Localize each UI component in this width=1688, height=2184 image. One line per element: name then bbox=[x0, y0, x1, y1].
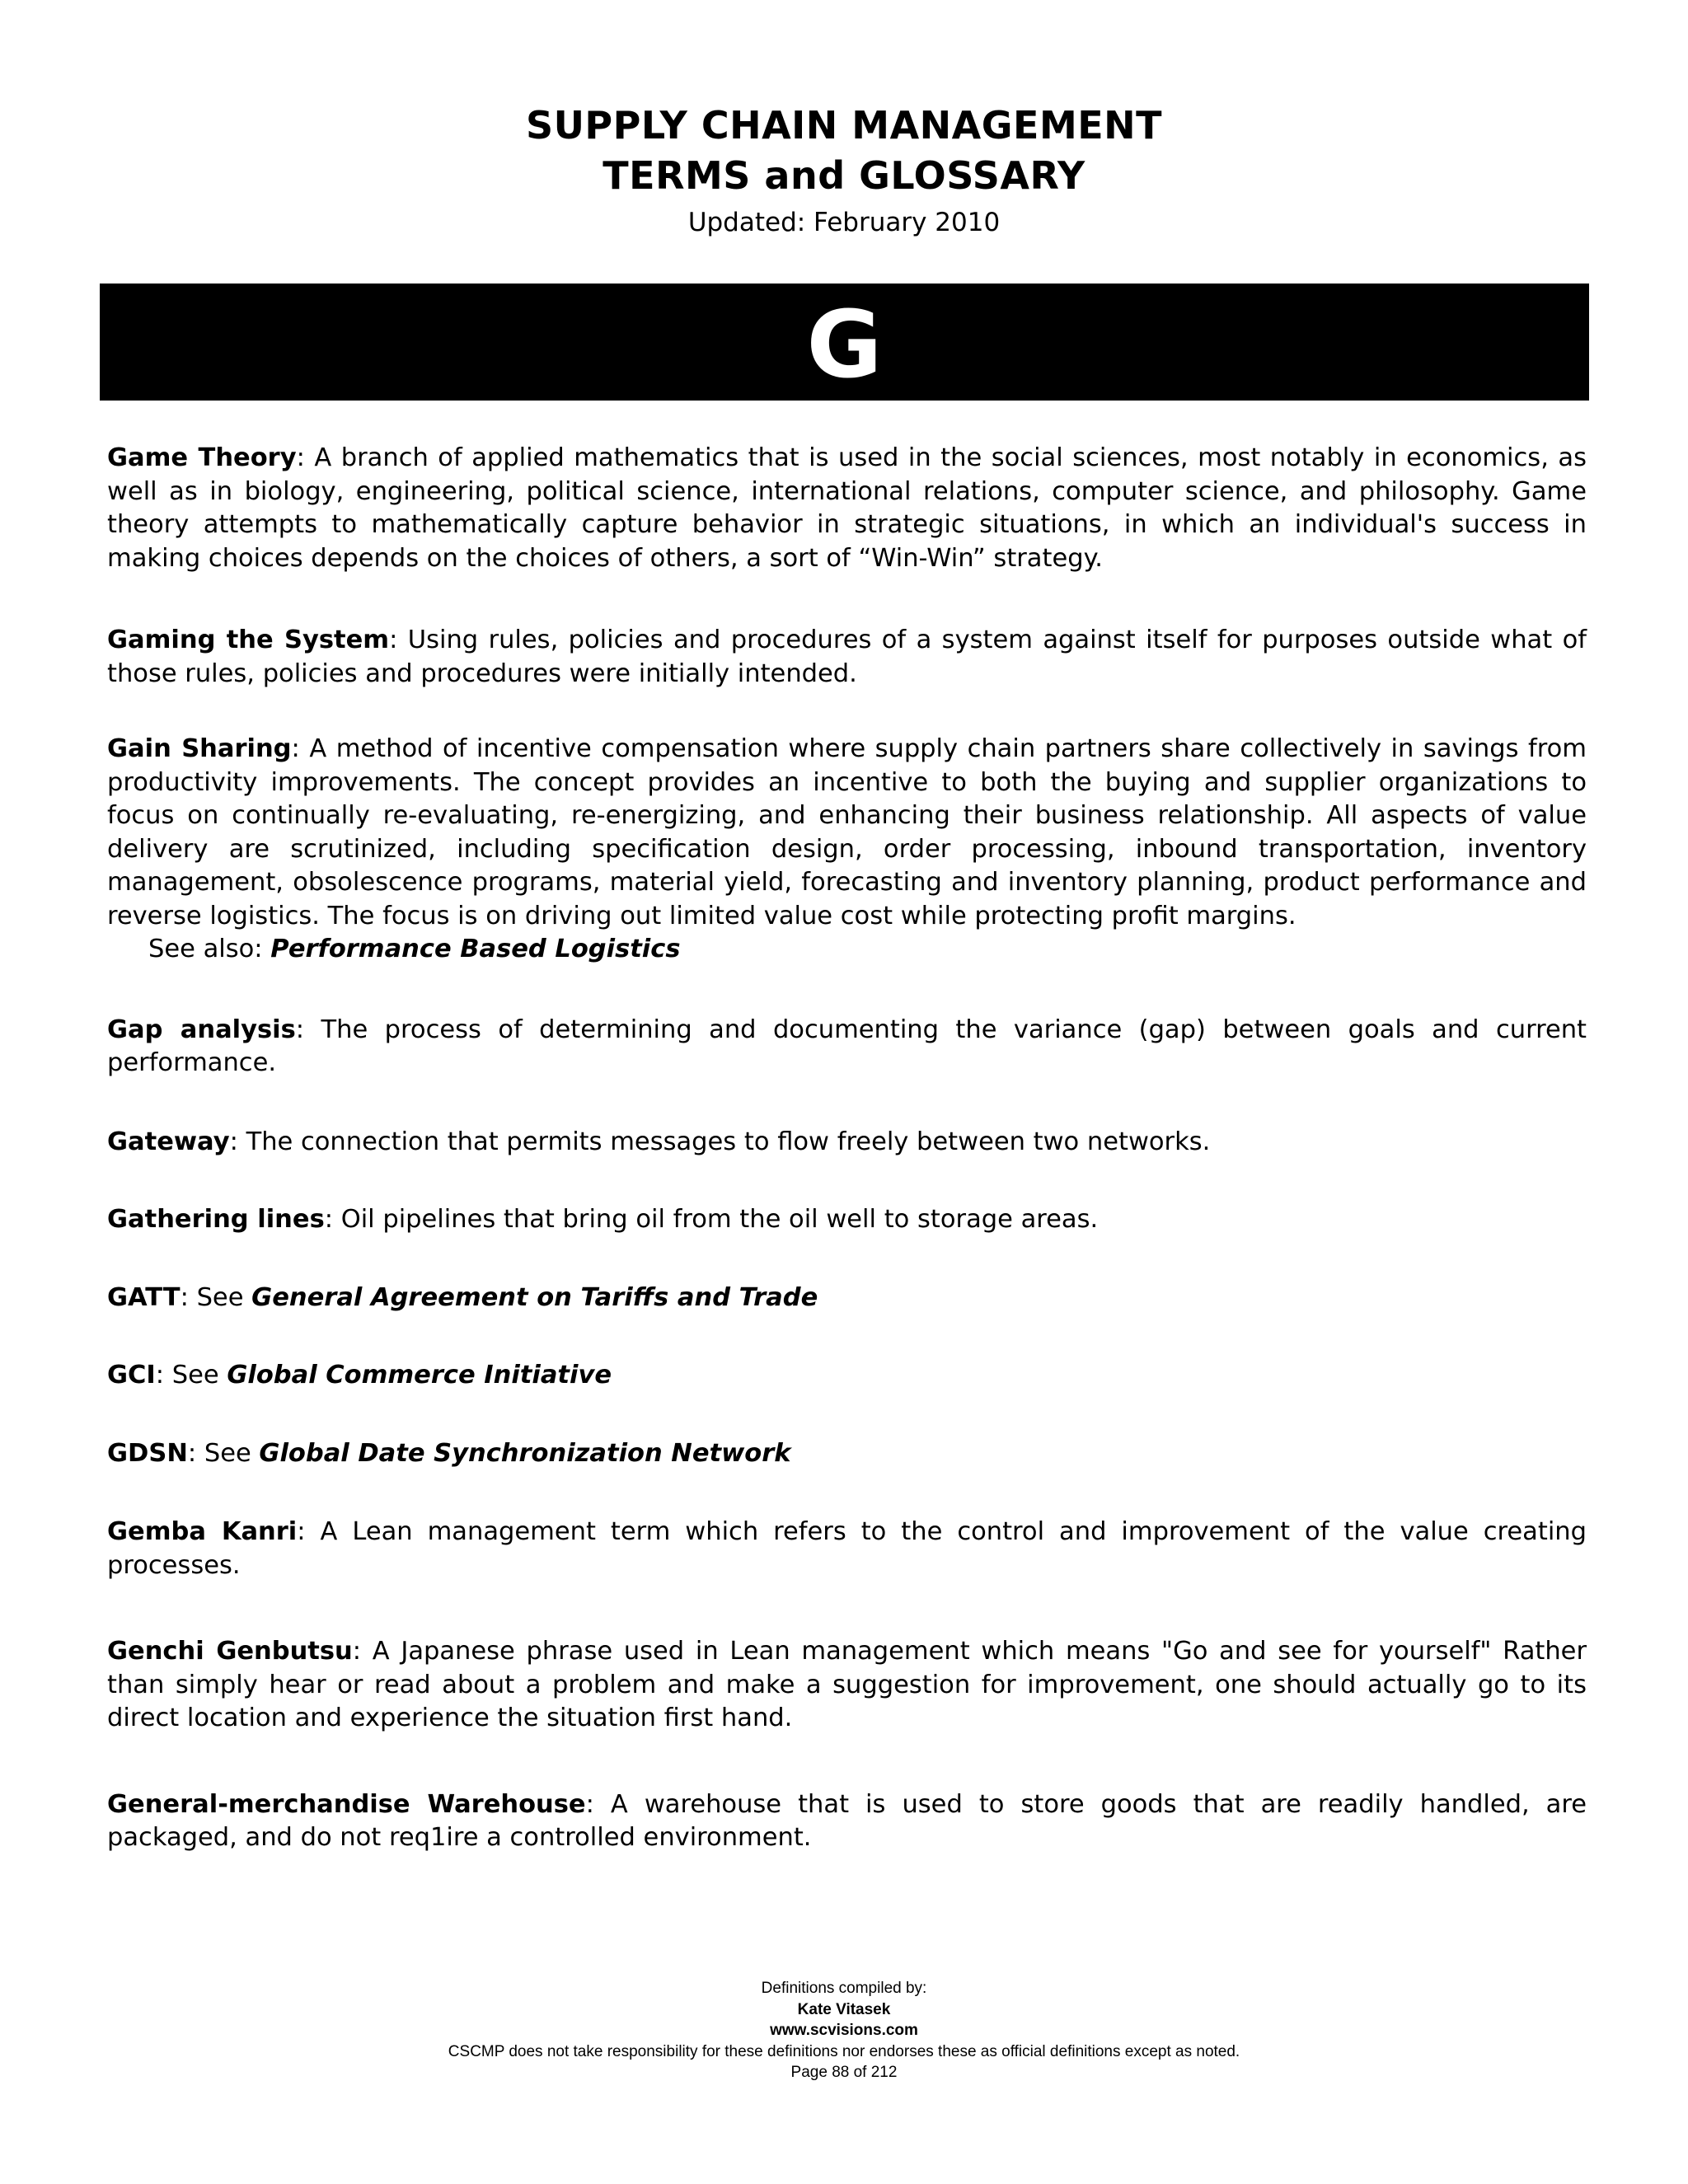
glossary-definition: : A Lean management term which refers to the control and improvement of the value creating processes. bbox=[107, 1517, 1587, 1580]
glossary-term: GCI bbox=[107, 1361, 156, 1390]
see-also-label: See also: bbox=[148, 935, 271, 963]
footer-author: Kate Vitasek bbox=[797, 2000, 891, 2018]
glossary-term: GATT bbox=[107, 1282, 181, 1312]
see-also-line bbox=[107, 933, 1587, 967]
glossary-entry bbox=[107, 1014, 1587, 1080]
glossary-term: General-merchandise Warehouse bbox=[107, 1789, 586, 1819]
glossary-definition: : See bbox=[180, 1282, 252, 1312]
footer-website: www.scvisions.com bbox=[770, 2022, 918, 2039]
glossary-definition: : A Japanese phrase used in Lean management which means "Go and see for yourself" Rather than simply hear or read about a problem and make a suggestion for improvement, one should actually go to its direct location and experience the situation first hand. bbox=[107, 1637, 1587, 1732]
glossary-definition: : A branch of applied mathematics that is used in the social sciences, most notably in economics, as well as in biology, engineering, political science, international relations, computer science, and philosophy. Game theory attempts to mathematically capture behavior in strategic situations, in which an individual's success in making choices depends on the choices of others, a sort of “Win-Win” strategy. bbox=[107, 443, 1587, 573]
document-title-line-1: SUPPLY CHAIN MANAGEMENT bbox=[525, 103, 1163, 148]
glossary-entry bbox=[107, 1788, 1587, 1855]
glossary-term: Gemba Kanri bbox=[107, 1517, 298, 1546]
footer-compiled-by: Definitions compiled by: bbox=[761, 1980, 927, 1997]
section-letter-banner: G bbox=[100, 284, 1589, 401]
glossary-entry bbox=[107, 624, 1587, 691]
glossary-entry bbox=[107, 1635, 1587, 1736]
glossary-entry bbox=[107, 1359, 1587, 1393]
document-title-line-2: TERMS and GLOSSARY bbox=[603, 153, 1085, 198]
glossary-entry bbox=[107, 1437, 1587, 1471]
glossary-entry bbox=[107, 442, 1587, 575]
glossary-term: Game Theory bbox=[107, 443, 297, 472]
glossary-entry bbox=[107, 1516, 1587, 1582]
glossary-term: Gain Sharing bbox=[107, 734, 292, 763]
see-also-reference: Performance Based Logistics bbox=[270, 935, 681, 963]
glossary-definition: : The process of determining and documenting the variance (gap) between goals and current performance. bbox=[107, 1015, 1587, 1077]
glossary-definition: : A method of incentive compensation where supply chain partners share collectively in savings from productivity improvements. The concept provides an incentive to both the buying and supplier organizations to focus on continually re-evaluating, re-energizing, and enhancing their business relationship. All aspects of value delivery are scrutinized, including specification design, order processing, inbound transportation, inventory management, obsolescence programs, material yield, forecasting and inventory planning, product performance and reverse logistics. The focus is on driving out limited value cost while protecting profit margins. bbox=[107, 734, 1587, 930]
glossary-term: GDSN bbox=[107, 1438, 188, 1468]
glossary-entry bbox=[107, 1126, 1587, 1160]
glossary-term: Genchi Genbutsu bbox=[107, 1637, 353, 1666]
glossary-definition: : Oil pipelines that bring oil from the oil well to storage areas. bbox=[324, 1205, 1099, 1234]
glossary-definition: : Using rules, policies and procedures of a system against itself for purposes outside what of those rules, policies and procedures were initially intended. bbox=[107, 626, 1587, 688]
glossary-entry bbox=[107, 733, 1587, 933]
glossary-entry bbox=[107, 1203, 1587, 1237]
page-footer bbox=[0, 1978, 1688, 2083]
glossary-cross-reference: Global Commerce Initiative bbox=[227, 1361, 612, 1390]
glossary-definition: : See bbox=[187, 1438, 260, 1468]
footer-disclaimer: CSCMP does not take responsibility for these definitions nor endorses these as official definitions except as noted. bbox=[448, 2042, 1240, 2060]
glossary-definition: : The connection that permits messages to flow freely between two networks. bbox=[229, 1127, 1211, 1156]
footer-page-number: Page 88 of 212 bbox=[790, 2064, 898, 2081]
glossary-term: Gaming the System bbox=[107, 626, 390, 654]
glossary-definition: : A warehouse that is used to store goods that are readily handled, are packaged, and do not req1ire a controlled environment. bbox=[107, 1789, 1587, 1852]
glossary-entries bbox=[107, 442, 1587, 1855]
glossary-cross-reference: General Agreement on Tariffs and Trade bbox=[251, 1282, 818, 1312]
glossary-term: Gateway bbox=[107, 1127, 230, 1156]
glossary-cross-reference: Global Date Synchronization Network bbox=[259, 1438, 791, 1468]
glossary-term: Gap analysis bbox=[107, 1015, 296, 1044]
glossary-term: Gathering lines bbox=[107, 1205, 325, 1234]
glossary-entry bbox=[107, 1282, 1587, 1315]
glossary-definition: : See bbox=[155, 1361, 227, 1390]
updated-date: Updated: February 2010 bbox=[687, 208, 1001, 237]
